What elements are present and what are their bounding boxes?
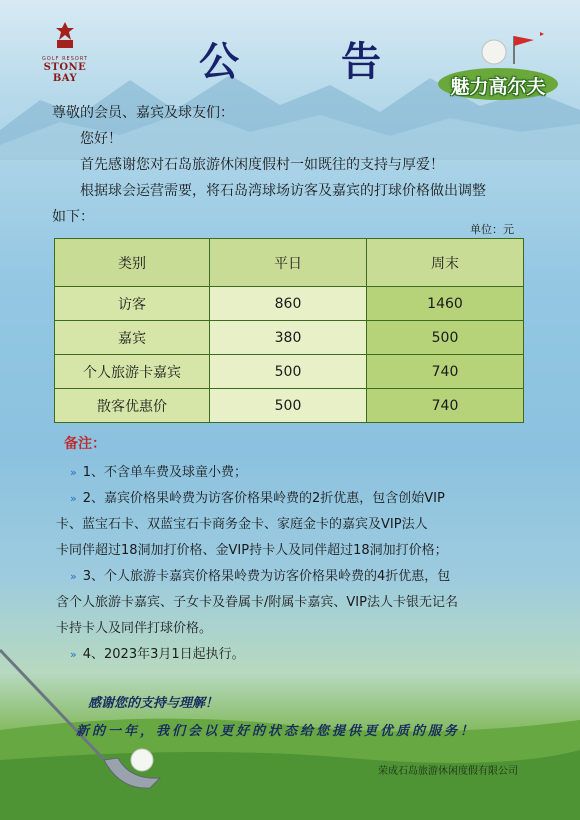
note-text: 2、嘉宾价格果岭费为访客价格果岭费的2折优惠，包含创始VIP — [82, 491, 445, 506]
table-row — [55, 321, 524, 355]
note-item-3 — [56, 564, 536, 590]
letter-body — [52, 100, 542, 230]
closing-line-1: 感谢您的支持与理解！ — [88, 696, 219, 711]
note-text: 3、个人旅游卡嘉宾价格果岭费为访客价格果岭费的4折优惠，包 — [82, 569, 451, 584]
cell-weekday: 500 — [210, 355, 367, 389]
cell-category: 散客优惠价 — [55, 389, 210, 423]
cell-category: 个人旅游卡嘉宾 — [55, 355, 210, 389]
cell-weekend: 740 — [367, 389, 524, 423]
unit-label: 单位：元 — [470, 223, 514, 236]
note-item-2 — [56, 486, 536, 512]
closing-line-2: 新的一年，我们会以更好的状态给您提供更优质的服务！ — [76, 724, 477, 739]
header-weekday: 平日 — [210, 239, 367, 287]
letter-line-1: 首先感谢您对石岛旅游休闲度假村一如既往的支持与厚爱！ — [80, 157, 444, 173]
cell-weekday: 860 — [210, 287, 367, 321]
note-item-2-cont: 卡、蓝宝石卡、双蓝宝石卡商务金卡、家庭金卡的嘉宾及VIP法人 — [56, 517, 428, 532]
letter-line-2: 根据球会运营需要，将石岛湾球场访客及嘉宾的打球价格做出调整 — [80, 183, 486, 199]
cell-category: 嘉宾 — [55, 321, 210, 355]
header-category: 类别 — [55, 239, 210, 287]
note-item-3-cont: 卡持卡人及同伴打球价格。 — [56, 621, 213, 636]
note-text: 4、2023年3月1日起执行。 — [82, 647, 245, 662]
notes-list — [56, 460, 536, 668]
double-chevron-icon: » — [70, 648, 75, 661]
double-chevron-icon: » — [70, 570, 75, 583]
cell-weekend: 1460 — [367, 287, 524, 321]
cell-weekday: 500 — [210, 389, 367, 423]
note-item-4 — [56, 642, 536, 668]
company-name: 荣成石岛旅游休闲度假有限公司 — [378, 766, 518, 777]
closing-message — [76, 690, 476, 746]
logo-subtitle: GOLF RESORT — [42, 56, 88, 62]
letter-line-3: 如下： — [52, 209, 94, 225]
table-header-row — [55, 239, 524, 287]
greeting: 您好！ — [80, 131, 122, 147]
golf-charm-badge — [432, 24, 562, 104]
cell-weekend: 740 — [367, 355, 524, 389]
header-weekend: 周末 — [367, 239, 524, 287]
cell-weekday: 380 — [210, 321, 367, 355]
salutation: 尊敬的会员、嘉宾及球友们： — [52, 105, 234, 121]
badge-text: 魅力高尔夫 — [450, 76, 546, 98]
logo-name: STONE BAY — [43, 62, 87, 84]
note-text: 1、不含单车费及球童小费； — [82, 465, 248, 480]
table-row — [55, 389, 524, 423]
price-table — [54, 238, 524, 423]
page-title: 公 告 — [199, 38, 425, 85]
table-row — [55, 287, 524, 321]
table-row — [55, 355, 524, 389]
note-item-1 — [56, 460, 536, 486]
double-chevron-icon: » — [70, 466, 75, 479]
cell-category: 访客 — [55, 287, 210, 321]
notes-title: 备注： — [64, 436, 106, 452]
note-item-2-cont: 卡同伴超过18洞加打价格、金VIP持卡人及同伴超过18洞加打价格； — [56, 543, 448, 558]
note-item-3-cont: 含个人旅游卡嘉宾、子女卡及眷属卡/附属卡嘉宾、VIP法人卡银无记名 — [56, 595, 458, 610]
cell-weekend: 500 — [367, 321, 524, 355]
double-chevron-icon: » — [70, 492, 75, 505]
